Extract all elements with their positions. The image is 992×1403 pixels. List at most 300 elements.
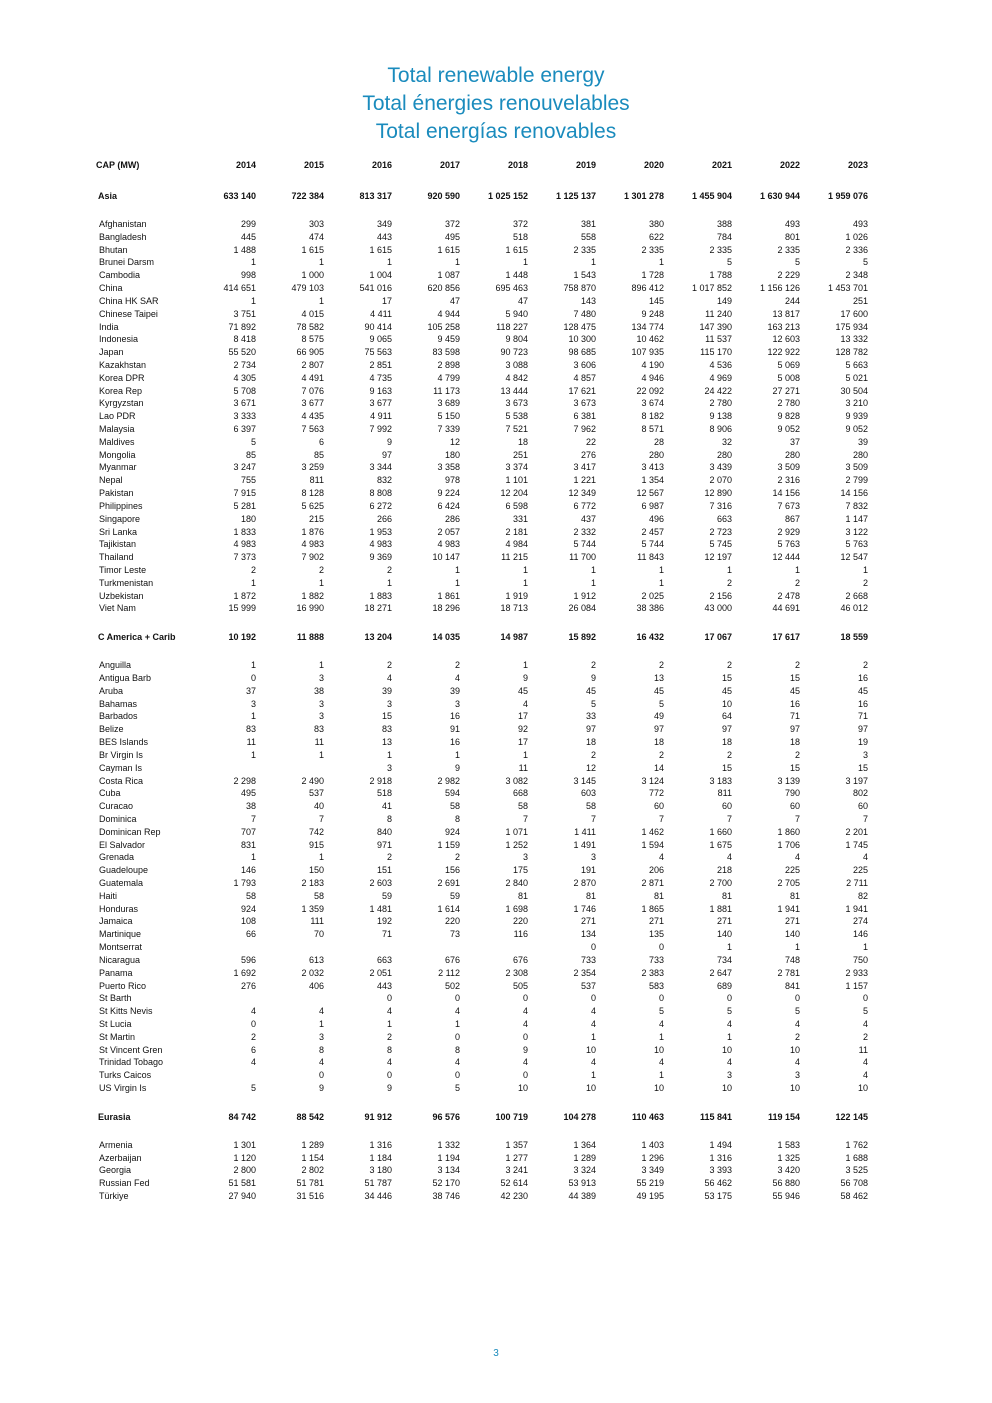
capacity-cell: 276 [240, 980, 256, 991]
capacity-cell: 83 [381, 724, 392, 735]
country-name: St Barth [99, 993, 132, 1004]
capacity-cell: 6 772 [573, 500, 596, 511]
region-total-cell: 15 892 [568, 632, 596, 643]
capacity-cell: 98 685 [568, 347, 596, 358]
capacity-cell: 505 [512, 980, 528, 991]
capacity-cell: 9 052 [777, 424, 800, 434]
capacity-cell: 583 [648, 980, 664, 991]
table-row [96, 359, 868, 372]
capacity-cell: 4 983 [437, 539, 460, 550]
region-total-cell: 1 301 278 [623, 191, 664, 201]
capacity-cell: 5 150 [437, 411, 460, 422]
capacity-cell: 2 229 [777, 270, 800, 281]
capacity-cell: 38 [245, 801, 256, 812]
region-name: Asia [98, 191, 118, 201]
capacity-cell: 9 459 [437, 334, 460, 345]
capacity-cell: 1 [590, 577, 596, 588]
region-total-cell: 17 617 [772, 632, 800, 643]
capacity-cell: 41 [381, 801, 392, 812]
capacity-cell: 2 [862, 577, 868, 588]
capacity-cell: 4 411 [370, 308, 392, 319]
capacity-cell: 5 538 [505, 411, 528, 422]
country-name: Jamaica [99, 916, 133, 927]
capacity-cell: 443 [376, 231, 392, 242]
capacity-cell: 1 [386, 1018, 392, 1029]
spacer-row [96, 1127, 868, 1139]
capacity-cell: 0 [454, 1070, 460, 1081]
capacity-cell: 1 101 [505, 475, 528, 486]
capacity-cell: 149 [716, 295, 732, 306]
country-name: Dominica [99, 813, 137, 824]
country-name: BES Islands [99, 737, 149, 748]
table-row [96, 423, 868, 436]
capacity-cell: 4 969 [709, 372, 732, 383]
capacity-cell: 9 [386, 436, 392, 447]
capacity-cell: 443 [376, 980, 392, 991]
country-name: St Vincent Gren [99, 1044, 163, 1055]
spacer-cell [96, 615, 868, 627]
country-name: Maldives [99, 436, 135, 447]
capacity-cell: 4 [522, 1018, 528, 1029]
capacity-cell: 2 335 [573, 244, 596, 255]
country-name: Singapore [99, 513, 141, 524]
capacity-cell: 1 087 [437, 270, 460, 281]
capacity-cell: 1 357 [505, 1139, 528, 1150]
capacity-cell: 5 008 [777, 372, 800, 383]
capacity-cell: 38 386 [636, 603, 664, 614]
capacity-cell: 10 [857, 1083, 868, 1093]
capacity-cell: 1 953 [369, 526, 392, 537]
capacity-cell: 107 935 [631, 347, 664, 358]
capacity-cell: 4 536 [709, 359, 732, 370]
table-row [96, 487, 868, 500]
table-row [96, 890, 868, 903]
header-cell: CAP (MW) [96, 160, 140, 170]
capacity-cell: 1 788 [709, 270, 732, 281]
table-row [96, 941, 868, 954]
capacity-cell: 1 [386, 749, 392, 760]
capacity-cell: 60 [789, 801, 800, 812]
capacity-cell: 16 [449, 737, 460, 748]
capacity-cell: 53 175 [704, 1191, 732, 1202]
capacity-cell: 6 424 [437, 500, 460, 511]
capacity-cell: 2 [590, 749, 596, 760]
capacity-cell: 49 195 [636, 1191, 664, 1202]
capacity-cell: 1 [250, 577, 256, 588]
country-name: Trinidad Tobago [99, 1057, 164, 1068]
capacity-cell: 2 933 [845, 967, 868, 978]
capacity-cell: 3 124 [641, 775, 664, 786]
country-name: Barbados [99, 711, 138, 722]
capacity-cell: 303 [308, 219, 324, 229]
country-name: Thailand [99, 552, 134, 563]
capacity-cell: 5 [590, 698, 596, 709]
capacity-cell: 4 857 [573, 372, 596, 383]
capacity-cell: 3 393 [709, 1165, 732, 1176]
capacity-cell: 17 [381, 295, 392, 306]
country-name: Anguilla [99, 660, 132, 671]
spacer-cell [96, 1095, 868, 1107]
capacity-cell: 116 [513, 929, 528, 940]
capacity-cell: 4 984 [505, 539, 528, 550]
capacity-cell: 37 [245, 685, 256, 696]
capacity-cell: 2 [386, 564, 392, 575]
region-total-cell: 13 204 [364, 632, 392, 643]
capacity-cell: 58 [517, 801, 528, 812]
capacity-cell: 2 383 [641, 967, 664, 978]
capacity-cell: 1 [454, 749, 460, 760]
capacity-cell: 2 335 [709, 244, 732, 255]
capacity-cell: 10 [585, 1044, 596, 1055]
capacity-cell: 1 [658, 577, 664, 588]
capacity-cell [460, 941, 528, 954]
table-row [96, 1152, 868, 1165]
capacity-cell: 1 [522, 660, 528, 671]
capacity-cell: 3 [318, 1031, 324, 1042]
table-row [96, 410, 868, 423]
capacity-cell: 1 615 [505, 244, 528, 255]
capacity-cell: 663 [716, 513, 732, 524]
capacity-cell: 2 723 [709, 526, 732, 537]
capacity-cell: 39 [381, 685, 392, 696]
table-row [96, 538, 868, 551]
capacity-cell: 6 397 [233, 424, 256, 434]
capacity-cell: 1 [250, 852, 256, 863]
capacity-cell: 215 [308, 513, 324, 524]
capacity-cell: 1 364 [573, 1139, 596, 1150]
capacity-cell: 2 181 [505, 526, 528, 537]
capacity-cell: 1 [522, 749, 528, 760]
table-row [96, 672, 868, 685]
region-name: Eurasia [98, 1111, 131, 1122]
capacity-cell: 9 052 [845, 424, 868, 434]
spacer-cell [96, 1127, 868, 1139]
country-name: St Lucia [99, 1018, 132, 1029]
region-total-cell: 813 317 [359, 191, 392, 201]
country-name: Indonesia [99, 334, 139, 345]
capacity-cell: 2 [250, 1031, 256, 1042]
capacity-cell: 1 403 [641, 1139, 664, 1150]
capacity-cell: 1 [454, 564, 460, 575]
capacity-cell: 4 [862, 1057, 868, 1068]
capacity-cell: 2 [454, 852, 460, 863]
header-cell: 2021 [711, 160, 732, 170]
capacity-cell: 3 241 [505, 1165, 528, 1176]
capacity-cell: 4 [658, 852, 664, 863]
capacity-cell: 97 [585, 724, 596, 735]
capacity-cell: 47 [449, 295, 460, 306]
capacity-cell: 10 [721, 698, 732, 709]
capacity-cell: 71 892 [228, 321, 256, 332]
capacity-cell: 180 [240, 513, 256, 524]
capacity-cell: 1 [318, 257, 324, 268]
capacity-cell: 1 882 [301, 590, 324, 601]
capacity-cell: 6 [250, 1044, 256, 1055]
capacity-cell: 15 [721, 762, 732, 773]
capacity-cell: 92 [517, 724, 528, 735]
capacity-cell: 1 [454, 257, 460, 268]
capacity-cell: 16 [789, 698, 800, 709]
capacity-cell: 1 881 [709, 903, 732, 914]
region-total-cell: 91 912 [364, 1111, 392, 1122]
capacity-cell: 1 941 [845, 903, 868, 914]
capacity-cell: 83 598 [432, 347, 460, 358]
capacity-cell: 388 [716, 219, 732, 229]
country-name: Lao PDR [99, 411, 136, 422]
capacity-cell: 372 [512, 219, 528, 229]
region-total-cell: 722 384 [291, 191, 324, 201]
table-row [96, 372, 868, 385]
capacity-cell: 4 491 [301, 372, 324, 383]
capacity-cell: 1 296 [641, 1152, 664, 1163]
capacity-cell: 128 782 [835, 347, 868, 358]
country-name: St Martin [99, 1031, 136, 1042]
country-name: Korea Rep [99, 385, 143, 396]
capacity-cell: 537 [580, 980, 596, 991]
country-name: Bahamas [99, 698, 138, 709]
table-row [96, 500, 868, 513]
capacity-cell: 493 [852, 219, 868, 229]
capacity-cell: 2 [794, 1031, 800, 1042]
capacity-cell: 2 871 [641, 878, 664, 888]
table-row [96, 903, 868, 916]
capacity-cell: 5 763 [845, 539, 868, 550]
country-name: Chinese Taipei [99, 308, 158, 319]
capacity-cell: 280 [716, 449, 732, 460]
capacity-cell: 251 [852, 295, 868, 306]
capacity-cell: 244 [784, 295, 800, 306]
capacity-cell: 7 480 [573, 308, 596, 319]
table-row [96, 526, 868, 539]
header-cell: 2015 [303, 160, 324, 170]
capacity-cell: 4 946 [641, 372, 664, 383]
capacity-cell: 4 [250, 1057, 256, 1068]
country-name: Georgia [99, 1165, 132, 1176]
capacity-cell: 46 012 [840, 603, 868, 614]
capacity-cell: 7 [250, 813, 256, 824]
capacity-cell: 3 677 [301, 398, 324, 409]
capacity-cell: 2 807 [301, 359, 324, 370]
table-row [96, 385, 868, 398]
capacity-cell: 1 147 [845, 513, 868, 524]
capacity-cell: 4 [454, 1057, 460, 1068]
capacity-cell: 3 [590, 852, 596, 863]
capacity-cell: 10 [789, 1044, 800, 1055]
country-name: Cayman Is [99, 762, 143, 773]
spacer-row [96, 615, 868, 627]
capacity-cell: 1 316 [709, 1152, 732, 1163]
capacity-cell: 8 182 [641, 411, 664, 422]
capacity-cell: 1 883 [369, 590, 392, 601]
capacity-cell: 1 [522, 577, 528, 588]
capacity-cell: 5 744 [641, 539, 664, 550]
capacity-cell: 4 [318, 1006, 324, 1017]
capacity-cell: 3 673 [573, 398, 596, 409]
capacity-cell: 841 [784, 980, 800, 991]
country-name: Uzbekistan [99, 590, 144, 601]
capacity-cell: 5 940 [505, 308, 528, 319]
capacity-cell: 3 210 [845, 398, 868, 409]
capacity-cell: 5 625 [301, 500, 324, 511]
title-french: Total énergies renouvelables [362, 92, 630, 115]
capacity-cell: 924 [240, 903, 256, 914]
capacity-cell: 1 872 [233, 590, 256, 601]
capacity-cell: 12 [585, 762, 596, 773]
region-total-cell: 18 559 [840, 632, 868, 643]
capacity-cell: 811 [309, 475, 324, 486]
country-name: Cambodia [99, 270, 141, 281]
capacity-cell: 3 509 [777, 462, 800, 473]
capacity-cell: 5 021 [845, 372, 868, 383]
country-name: Turkmenistan [99, 577, 154, 588]
capacity-cell: 8 808 [369, 488, 392, 499]
capacity-cell: 755 [240, 475, 256, 486]
capacity-cell: 0 [250, 1018, 256, 1029]
capacity-cell: 53 913 [568, 1178, 596, 1189]
region-total-row [96, 186, 868, 206]
table-row [96, 1164, 868, 1177]
capacity-cell: 1 [862, 564, 868, 575]
region-total-cell: 1 125 137 [555, 191, 596, 201]
table-row [96, 1056, 868, 1069]
capacity-cell: 60 [721, 801, 732, 812]
capacity-cell: 5 [454, 1083, 460, 1093]
capacity-cell: 10 462 [636, 334, 664, 345]
region-total-row [96, 627, 868, 647]
country-name: Russian Fed [99, 1178, 150, 1189]
capacity-cell: 30 504 [840, 385, 868, 396]
capacity-cell: 9 163 [369, 385, 392, 396]
capacity-cell: 1 [386, 577, 392, 588]
capacity-cell: 45 [653, 685, 664, 696]
capacity-cell: 3 417 [573, 462, 596, 473]
capacity-cell: 2 025 [641, 590, 664, 601]
capacity-cell: 3 183 [709, 775, 732, 786]
capacity-cell: 4 [794, 1057, 800, 1068]
capacity-cell: 0 [386, 1070, 392, 1081]
capacity-cell: 13 332 [840, 334, 868, 345]
region-total-cell: 1 959 076 [827, 191, 868, 201]
capacity-cell: 1 692 [233, 967, 256, 978]
capacity-cell: 2 [794, 749, 800, 760]
capacity-cell: 4 [726, 1018, 732, 1029]
table-row [96, 775, 868, 788]
capacity-cell: 1 865 [641, 903, 664, 914]
table-row [96, 826, 868, 839]
capacity-cell: 58 [245, 890, 256, 901]
capacity-cell: 9 248 [641, 308, 664, 319]
capacity-cell: 12 349 [568, 488, 596, 499]
capacity-cell: 1 706 [777, 839, 800, 850]
table-row [96, 1031, 868, 1044]
capacity-cell: 4 [862, 1018, 868, 1029]
country-name: Brunei Darsm [99, 257, 155, 268]
capacity-cell: 695 463 [495, 283, 528, 294]
capacity-cell: 1 [726, 564, 732, 575]
capacity-cell: 867 [784, 513, 800, 524]
capacity-cell: 271 [716, 916, 732, 927]
table-row [96, 980, 868, 993]
capacity-cell: 493 [784, 219, 800, 229]
table-row [96, 839, 868, 852]
table-row [96, 851, 868, 864]
capacity-cell: 91 [449, 724, 460, 735]
capacity-cell: 34 446 [364, 1191, 392, 1202]
capacity-cell: 2 201 [845, 826, 868, 837]
capacity-cell: 0 [454, 1031, 460, 1042]
capacity-cell: 27 271 [772, 385, 800, 396]
capacity-cell: 191 [580, 865, 596, 876]
region-total-cell: 1 630 944 [759, 191, 800, 201]
capacity-cell: 7 992 [369, 424, 392, 434]
capacity-cell: 51 787 [364, 1178, 392, 1189]
capacity-cell: 12 567 [636, 488, 664, 499]
capacity-cell: 2 [862, 660, 868, 671]
capacity-cell: 2 [726, 660, 732, 671]
capacity-cell: 40 [313, 801, 324, 812]
capacity-cell: 2 691 [437, 878, 460, 888]
table-row [96, 1177, 868, 1190]
capacity-cell: 4 [726, 1057, 732, 1068]
capacity-cell: 2 780 [777, 398, 800, 409]
region-name: C America + Carib [98, 632, 176, 643]
capacity-cell: 175 [512, 865, 528, 876]
country-name: Belize [99, 724, 124, 735]
capacity-cell: 4 [250, 1006, 256, 1017]
capacity-cell: 81 [517, 890, 528, 901]
capacity-cell: 676 [444, 954, 460, 965]
capacity-cell: 18 271 [364, 603, 392, 614]
capacity-cell: 10 [517, 1083, 528, 1093]
capacity-cell: 1 481 [369, 903, 392, 914]
capacity-cell: 3 673 [505, 398, 528, 409]
capacity-cell: 2 [862, 1031, 868, 1042]
table-row [96, 915, 868, 928]
capacity-cell: 7 [318, 813, 324, 824]
capacity-cell: 2 [726, 749, 732, 760]
capacity-cell: 5 281 [233, 500, 256, 511]
capacity-cell: 495 [444, 231, 460, 242]
capacity-cell: 6 987 [641, 500, 664, 511]
capacity-cell: 380 [648, 219, 664, 229]
capacity-cell: 55 946 [772, 1191, 800, 1202]
capacity-cell: 105 258 [427, 321, 460, 332]
header-cell: 2016 [371, 160, 392, 170]
capacity-cell: 24 422 [704, 385, 732, 396]
capacity-cell: 1 325 [777, 1152, 800, 1163]
title-spanish: Total energías renovables [375, 120, 617, 143]
capacity-cell: 3 [386, 762, 392, 773]
table-row [96, 256, 868, 269]
capacity-cell: 596 [240, 954, 256, 965]
capacity-cell: 90 414 [364, 321, 392, 332]
capacity-cell: 13 [381, 737, 392, 748]
capacity-cell: 22 092 [636, 385, 664, 396]
capacity-cell: 1 [726, 942, 732, 953]
capacity-cell: 840 [376, 826, 392, 837]
capacity-cell: 7 [590, 813, 596, 824]
capacity-cell: 1 [250, 711, 256, 722]
capacity-cell: 4 [862, 852, 868, 863]
capacity-cell: 7 962 [573, 424, 596, 434]
capacity-cell: 206 [648, 865, 664, 876]
capacity-cell: 3 122 [845, 526, 868, 537]
header-cell: 2022 [779, 160, 800, 170]
table-row [96, 590, 868, 603]
capacity-cell: 3 525 [845, 1165, 868, 1176]
capacity-cell: 27 940 [228, 1191, 256, 1202]
capacity-cell: 3 [318, 698, 324, 709]
